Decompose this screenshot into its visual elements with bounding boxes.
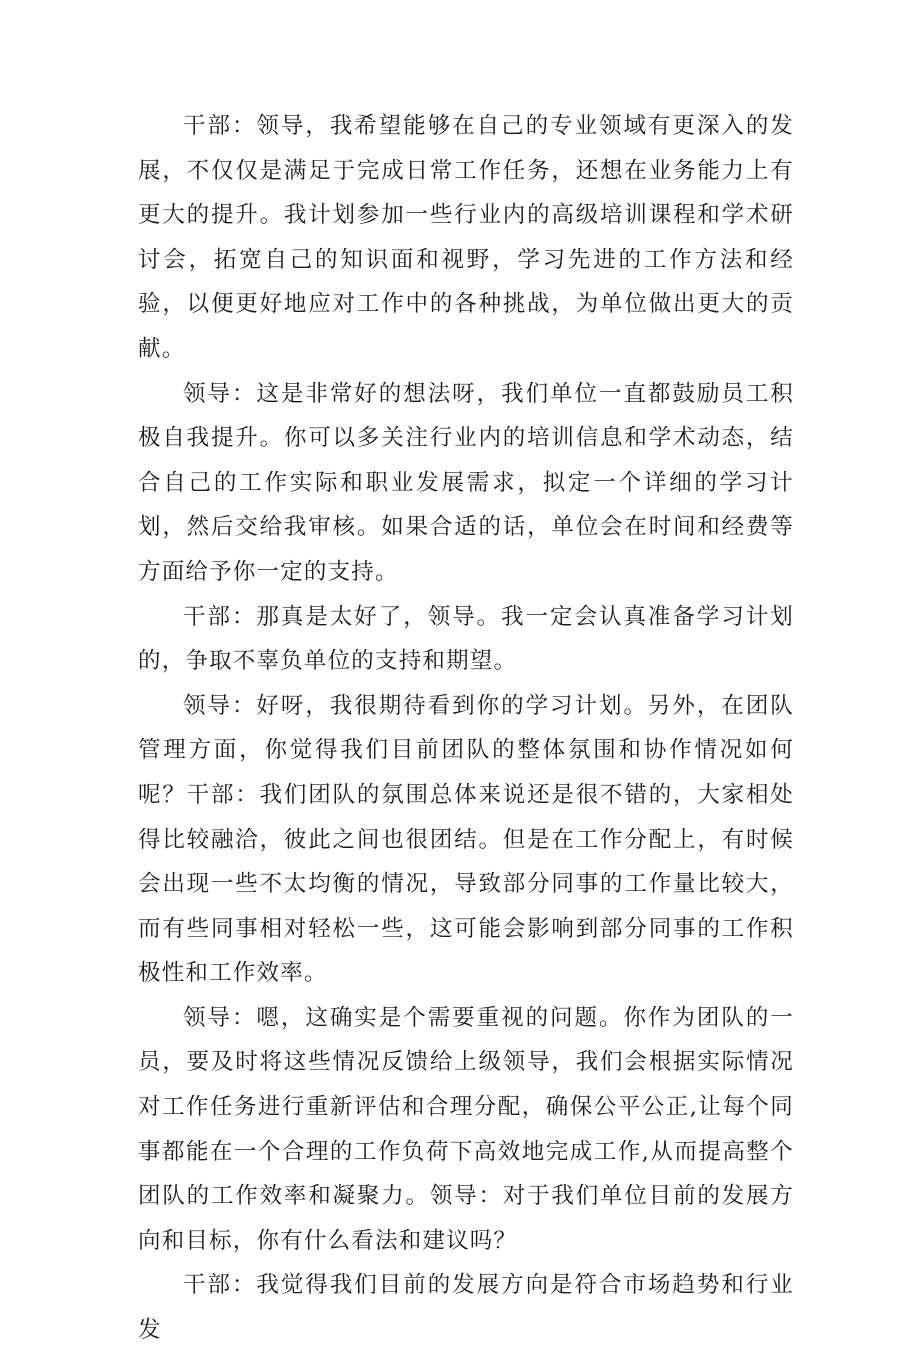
paragraph-cadre-thanks: 干部：那真是太好了，领导。我一定会认真准备学习计划的，争取不辜负单位的支持和期望。 bbox=[138, 603, 794, 675]
dialogue-text-body bbox=[138, 104, 794, 1353]
paragraph-leader-workload: 领导：嗯，这确实是个需要重视的问题。你作为团队的一员，要及时将这些情况反馈给上级领导，我们会根据实际情况对工作任务进行重新评估和合理分配，确保公平公正,让每个同事都能在一个合理的工作负荷下高效地完成工作,从而提高整个团队的工作效率和凝聚力。领导：对于我们单位目前的发展方向和目标，你有什么看法和建议吗？ bbox=[138, 1004, 794, 1254]
paragraph-cadre-development: 干部：领导，我希望能够在自己的专业领域有更深入的发展，不仅仅是满足于完成日常工作任务，还想在业务能力上有更大的提升。我计划参加一些行业内的高级培训课程和学术研讨会，拓宽自己的知识面和视野，学习先进的工作方法和经验，以便更好地应对工作中的各种挑战，为单位做出更大的贡献。 bbox=[138, 113, 794, 362]
paragraph-team-atmosphere: 领导：好呀，我很期待看到你的学习计划。另外，在团队管理方面，你觉得我们目前团队的整体氛围和协作情况如何呢？干部：我们团队的氛围总体来说还是很不错的，大家相处得比较融洽，彼此之间也很团结。但是在工作分配上，有时候会出现一些不太均衡的情况，导致部分同事的工作量比较大，而有些同事相对轻松一些，这可能会影响到部分同事的工作积极性和工作效率。 bbox=[138, 692, 794, 987]
paragraph-cadre-direction: 干部：我觉得我们目前的发展方向是符合市场趋势和行业发 bbox=[138, 1272, 794, 1344]
paragraph-leader-encouragement: 领导：这是非常好的想法呀，我们单位一直都鼓励员工积极自我提升。你可以多关注行业内的培训信息和学术动态，结合自己的工作实际和职业发展需求，拟定一个详细的学习计划，然后交给我审核。如果合适的话，单位会在时间和经费等方面给予你一定的支持。 bbox=[138, 380, 794, 585]
